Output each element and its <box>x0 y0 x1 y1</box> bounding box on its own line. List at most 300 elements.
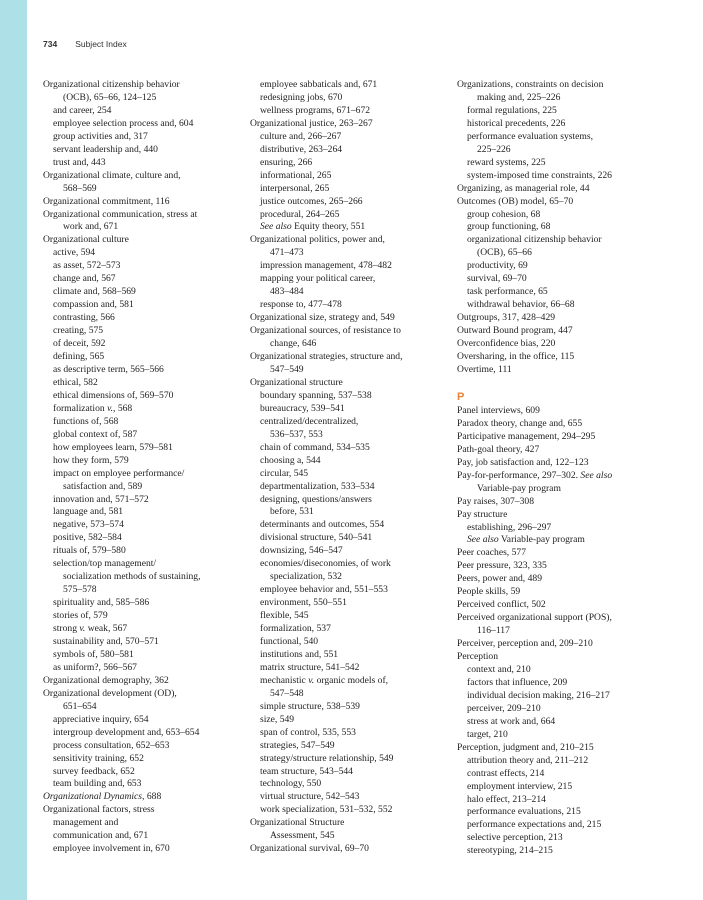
index-subentry <box>43 429 248 442</box>
entry-line: Organizational demography, 362 <box>43 674 169 686</box>
index-subentry <box>43 494 248 507</box>
entry-line: strategy/structure relationship, 549 <box>260 752 394 764</box>
entry-continuation: 547–548 <box>270 687 304 699</box>
index-entry <box>457 496 687 509</box>
index-subentry <box>43 714 248 727</box>
index-entry <box>457 612 687 638</box>
entry-line: formalization, 537 <box>260 623 331 635</box>
index-subentry <box>43 312 248 325</box>
entry-line: People skills, 59 <box>457 586 521 598</box>
index-subentry <box>43 649 248 662</box>
entry-line: simple structure, 538–539 <box>260 700 360 712</box>
entry-line: Perceived conflict, 502 <box>457 599 546 611</box>
index-entry <box>457 431 687 444</box>
entry-line: formalization v., 568 <box>53 402 133 414</box>
index-subentry <box>43 455 248 468</box>
index-subentry <box>43 157 248 170</box>
index-entry <box>250 312 455 325</box>
index-subentry <box>457 768 687 781</box>
entry-line: departmentalization, 533–534 <box>260 480 375 492</box>
entry-line: response to, 477–478 <box>260 299 342 311</box>
entry-line: Overtime, 111 <box>457 363 512 375</box>
entry-line: historical precedents, 226 <box>467 117 566 129</box>
index-subentry <box>43 778 248 791</box>
entry-line: Organizations, constraints on decision <box>457 79 604 90</box>
index-entry <box>43 209 248 235</box>
entry-continuation: 471–473 <box>270 247 304 259</box>
entry-continuation: socialization methods of sustaining, <box>63 571 201 583</box>
entry-continuation: (OCB), 65–66, 124–125 <box>63 91 157 103</box>
entry-line: positive, 582–584 <box>53 532 122 544</box>
index-subentry <box>250 468 455 481</box>
index-column-3 <box>457 79 687 858</box>
entry-line: interpersonal, 265 <box>260 182 330 194</box>
index-subentry <box>250 92 455 105</box>
entry-line: Organizational strategies, structure and, <box>250 351 403 363</box>
index-entry <box>457 351 687 364</box>
entry-line: group functioning, 68 <box>467 221 551 233</box>
page-edge-band <box>0 0 27 900</box>
entry-line: chain of command, 534–535 <box>260 441 370 453</box>
entry-line: matrix structure, 541–542 <box>260 661 360 673</box>
index-subentry <box>43 740 248 753</box>
entry-line: selection/top management/ <box>53 558 157 570</box>
entry-line: designing, questions/answers <box>260 493 372 505</box>
entry-line: performance expectations and, 215 <box>467 819 602 831</box>
index-entry <box>457 651 687 664</box>
index-subentry <box>250 221 455 234</box>
index-subentry <box>457 819 687 832</box>
index-subentry <box>43 558 248 597</box>
index-subentry <box>250 649 455 662</box>
index-subentry <box>457 534 687 547</box>
section-title: Subject Index <box>75 39 127 49</box>
index-entry <box>43 791 248 804</box>
index-subentry <box>457 273 687 286</box>
index-subentry <box>43 727 248 740</box>
entry-line: contrasting, 566 <box>53 312 115 324</box>
entry-line: survey feedback, 652 <box>53 765 135 777</box>
index-subentry <box>250 209 455 222</box>
entry-continuation: 568–569 <box>63 182 97 194</box>
entry-continuation: 651–654 <box>63 700 97 712</box>
index-subentry <box>43 610 248 623</box>
entry-line: divisional structure, 540–541 <box>260 532 373 544</box>
entry-line: active, 594 <box>53 247 96 259</box>
index-subentry <box>250 778 455 791</box>
entry-line: defining, 565 <box>53 351 105 363</box>
index-subentry <box>250 144 455 157</box>
entry-continuation: 536–537, 553 <box>270 428 323 440</box>
entry-line: functions of, 568 <box>53 415 119 427</box>
index-subentry <box>457 260 687 273</box>
entry-continuation: 225–226 <box>477 143 511 155</box>
index-subentry <box>250 494 455 520</box>
index-column-2 <box>250 79 455 856</box>
entry-line: Organizational commitment, 116 <box>43 195 170 207</box>
entry-line: team structure, 543–544 <box>260 765 353 777</box>
entry-line: how they form, 579 <box>53 454 129 466</box>
index-subentry <box>250 403 455 416</box>
index-entry <box>250 118 455 131</box>
index-subentry <box>250 662 455 675</box>
entry-line: ethical, 582 <box>53 376 98 388</box>
entry-line: Organizational Dynamics, 688 <box>43 791 162 803</box>
index-entry <box>457 338 687 351</box>
entry-continuation: change, 646 <box>270 338 317 350</box>
index-subentry <box>43 273 248 286</box>
entry-line: sensitivity training, 652 <box>53 752 144 764</box>
index-subentry <box>250 183 455 196</box>
index-entry <box>43 804 248 817</box>
index-subentry <box>250 519 455 532</box>
entry-line: flexible, 545 <box>260 610 309 622</box>
index-entry <box>457 599 687 612</box>
index-subentry <box>457 131 687 157</box>
entry-line: strategies, 547–549 <box>260 739 335 751</box>
entry-line: creating, 575 <box>53 325 104 337</box>
entry-line: Path-goal theory, 427 <box>457 443 540 455</box>
entry-line: Organizational structure <box>250 376 343 388</box>
entry-line: procedural, 264–265 <box>260 208 340 220</box>
entry-line: attribution theory and, 211–212 <box>467 754 589 766</box>
index-subentry <box>43 442 248 455</box>
entry-line: establishing, 296–297 <box>467 521 552 533</box>
index-entry <box>457 509 687 522</box>
index-entry <box>250 351 455 377</box>
entry-line: Participative management, 294–295 <box>457 430 596 442</box>
index-subentry <box>43 325 248 338</box>
entry-line: performance evaluation systems, <box>467 130 594 142</box>
entry-line: justice outcomes, 265–266 <box>260 195 363 207</box>
index-subentry <box>457 157 687 170</box>
index-subentry <box>457 845 687 858</box>
entry-line: perceiver, 209–210 <box>467 702 541 714</box>
entry-line: innovation and, 571–572 <box>53 493 149 505</box>
entry-line: distributive, 263–264 <box>260 143 343 155</box>
entry-continuation: 575–578 <box>63 584 97 596</box>
entry-line: Organizational size, strategy and, 549 <box>250 312 395 324</box>
entry-line: Organizational Structure <box>250 817 345 829</box>
entry-line: stress at work and, 664 <box>467 715 556 727</box>
index-entry <box>457 457 687 470</box>
index-subentry <box>250 442 455 455</box>
entry-line: work specialization, 531–532, 552 <box>260 804 393 816</box>
index-entry <box>457 470 687 496</box>
entry-line: employee sabbaticals and, 671 <box>260 79 378 90</box>
index-entry <box>457 312 687 325</box>
entry-line: strong v. weak, 567 <box>53 623 128 635</box>
entry-line: Organizational factors, stress <box>43 804 155 816</box>
index-entry <box>457 405 687 418</box>
entry-line: Organizational survival, 69–70 <box>250 843 369 855</box>
index-subentry <box>457 806 687 819</box>
entry-line: sustainability and, 570–571 <box>53 635 159 647</box>
entry-line: compassion and, 581 <box>53 299 134 311</box>
index-subentry <box>457 299 687 312</box>
entry-line: Organizational sources, of resistance to <box>250 325 401 337</box>
entry-line: survival, 69–70 <box>467 273 527 285</box>
index-subentry <box>457 690 687 703</box>
entry-continuation: 547–549 <box>270 363 304 375</box>
index-entry <box>457 418 687 431</box>
entry-line: employee behavior and, 551–553 <box>260 584 388 596</box>
index-subentry <box>457 832 687 845</box>
index-entry <box>43 234 248 247</box>
entry-line: Peer pressure, 323, 335 <box>457 560 547 572</box>
entry-line: Peer coaches, 577 <box>457 547 526 559</box>
index-column-1 <box>43 79 248 856</box>
entry-line: appreciative inquiry, 654 <box>53 713 149 725</box>
index-entry <box>43 675 248 688</box>
entry-line: See also Equity theory, 551 <box>260 221 366 233</box>
index-subentry <box>43 118 248 131</box>
index-subentry <box>250 260 455 273</box>
index-subentry <box>250 170 455 183</box>
index-subentry <box>457 716 687 729</box>
entry-line: Organizational development (OD), <box>43 687 177 699</box>
entry-line: process consultation, 652–653 <box>53 739 170 751</box>
index-entry <box>457 325 687 338</box>
running-head <box>43 39 127 49</box>
index-subentry <box>43 623 248 636</box>
index-subentry <box>457 209 687 222</box>
index-subentry <box>250 701 455 714</box>
index-entry <box>457 79 687 105</box>
index-subentry <box>43 766 248 779</box>
index-entry <box>457 196 687 209</box>
entry-line: Outcomes (OB) model, 65–70 <box>457 195 574 207</box>
index-subentry <box>43 299 248 312</box>
entry-line: mechanistic v. organic models of, <box>260 674 389 686</box>
entry-line: as asset, 572–573 <box>53 260 121 272</box>
index-subentry <box>250 584 455 597</box>
entry-line: Organizational culture <box>43 234 129 246</box>
entry-line: employee selection process and, 604 <box>53 117 194 129</box>
entry-line: Outward Bound program, 447 <box>457 325 573 337</box>
index-subentry <box>43 351 248 364</box>
entry-line: downsizing, 546–547 <box>260 545 343 557</box>
entry-line: negative, 573–574 <box>53 519 124 531</box>
entry-continuation: 116–117 <box>477 625 510 637</box>
entry-line: stories of, 579 <box>53 610 108 622</box>
index-subentry <box>250 416 455 442</box>
index-subentry <box>250 196 455 209</box>
index-subentry <box>250 390 455 403</box>
index-subentry <box>43 131 248 144</box>
entry-line: productivity, 69 <box>467 260 528 272</box>
index-subentry <box>43 403 248 416</box>
index-subentry <box>457 170 687 183</box>
index-entry <box>457 364 687 377</box>
entry-line: factors that influence, 209 <box>467 676 568 688</box>
entry-line: as uniform?, 566–567 <box>53 661 137 673</box>
entry-line: size, 549 <box>260 713 295 725</box>
index-entry <box>457 573 687 586</box>
entry-continuation: work and, 671 <box>63 221 119 233</box>
entry-line: Organizational politics, power and, <box>250 234 385 246</box>
entry-line: wellness programs, 671–672 <box>260 104 371 116</box>
index-entry <box>250 234 455 260</box>
entry-line: and career, 254 <box>53 104 112 116</box>
index-subentry <box>250 610 455 623</box>
entry-line: team building and, 653 <box>53 778 142 790</box>
entry-continuation: satisfaction and, 589 <box>63 480 143 492</box>
index-subentry <box>43 416 248 429</box>
entry-line: individual decision making, 216–217 <box>467 689 610 701</box>
entry-line: bureaucracy, 539–541 <box>260 402 345 414</box>
entry-line: context and, 210 <box>467 663 531 675</box>
index-subentry <box>43 247 248 260</box>
index-subentry <box>43 545 248 558</box>
index-subentry <box>43 377 248 390</box>
entry-line: task performance, 65 <box>467 286 548 298</box>
entry-line: Organizational climate, culture and, <box>43 169 181 181</box>
entry-line: Pay raises, 307–308 <box>457 495 535 507</box>
index-subentry <box>43 830 248 843</box>
entry-line: contrast effects, 214 <box>467 767 545 779</box>
entry-line: Overconfidence bias, 220 <box>457 338 556 350</box>
entry-line: stereotyping, 214–215 <box>467 845 553 857</box>
entry-line: withdrawal behavior, 66–68 <box>467 299 575 311</box>
index-entry <box>43 170 248 196</box>
index-subentry <box>250 597 455 610</box>
entry-line: Perceiver, perception and, 209–210 <box>457 638 593 650</box>
index-entry <box>457 547 687 560</box>
index-subentry <box>457 522 687 535</box>
entry-line: span of control, 535, 553 <box>260 726 356 738</box>
entry-line: formal regulations, 225 <box>467 104 557 116</box>
index-entry <box>457 742 687 755</box>
index-subentry <box>250 481 455 494</box>
index-subentry <box>250 131 455 144</box>
index-subentry <box>250 455 455 468</box>
entry-line: employment interview, 215 <box>467 780 573 792</box>
entry-line: ensuring, 266 <box>260 156 313 168</box>
page-number: 734 <box>43 39 58 49</box>
index-subentry <box>457 664 687 677</box>
entry-line: Pay-for-performance, 297–302. See also <box>457 469 613 481</box>
index-subentry <box>250 636 455 649</box>
entry-line: Peers, power and, 489 <box>457 573 542 585</box>
index-entry <box>43 688 248 714</box>
entry-line: reward systems, 225 <box>467 156 546 168</box>
entry-continuation: Variable-pay program <box>477 482 561 494</box>
index-entry <box>457 586 687 599</box>
index-subentry <box>43 753 248 766</box>
section-letter: P <box>457 390 465 403</box>
index-subentry <box>457 118 687 131</box>
entry-line: management and <box>53 817 119 829</box>
index-subentry <box>43 390 248 403</box>
entry-line: virtual structure, 542–543 <box>260 791 360 803</box>
index-entry <box>43 79 248 105</box>
entry-line: global context of, 587 <box>53 428 138 440</box>
index-subentry <box>43 260 248 273</box>
entry-line: system-imposed time constraints, 226 <box>467 169 612 181</box>
index-entry <box>457 183 687 196</box>
index-subentry <box>250 623 455 636</box>
entry-line: institutions and, 551 <box>260 648 339 660</box>
entry-line: Organizational communication, stress at <box>43 208 198 220</box>
entry-line: ethical dimensions of, 569–570 <box>53 389 174 401</box>
index-subentry <box>250 714 455 727</box>
index-subentry <box>250 791 455 804</box>
entry-continuation: 483–484 <box>270 286 304 298</box>
entry-line: as descriptive term, 565–566 <box>53 363 164 375</box>
index-subentry <box>43 144 248 157</box>
index-entry <box>457 444 687 457</box>
entry-line: impact on employee performance/ <box>53 467 185 479</box>
entry-line: Organizational citizenship behavior <box>43 79 180 90</box>
index-subentry <box>457 781 687 794</box>
index-subentry <box>457 105 687 118</box>
entry-line: how employees learn, 579–581 <box>53 441 173 453</box>
index-entry <box>250 843 455 856</box>
index-subentry <box>250 157 455 170</box>
entry-line: informational, 265 <box>260 169 332 181</box>
entry-continuation: Assessment, 545 <box>270 830 335 842</box>
index-entry <box>250 325 455 351</box>
index-subentry <box>43 662 248 675</box>
entry-line: Pay, job satisfaction and, 122–123 <box>457 456 589 468</box>
entry-line: circular, 545 <box>260 467 309 479</box>
index-subentry <box>457 234 687 260</box>
index-subentry <box>457 221 687 234</box>
entry-continuation: before, 531 <box>270 506 314 518</box>
entry-line: intergroup development and, 653–654 <box>53 726 200 738</box>
index-entry <box>43 196 248 209</box>
index-subentry <box>43 338 248 351</box>
entry-continuation: (OCB), 65–66 <box>477 247 532 259</box>
index-subentry <box>457 677 687 690</box>
index-subentry <box>250 545 455 558</box>
index-subentry <box>43 597 248 610</box>
index-subentry <box>250 558 455 584</box>
entry-line: Perceived organizational support (POS), <box>457 612 612 624</box>
entry-line: rituals of, 579–580 <box>53 545 126 557</box>
entry-line: mapping your political career, <box>260 273 376 285</box>
entry-line: target, 210 <box>467 728 508 740</box>
entry-line: of deceit, 592 <box>53 338 106 350</box>
index-subentry <box>250 766 455 779</box>
entry-line: climate and, 568–569 <box>53 286 136 298</box>
entry-line: culture and, 266–267 <box>260 130 342 142</box>
index-subentry <box>250 273 455 299</box>
index-subentry <box>457 703 687 716</box>
entry-line: communication and, 671 <box>53 830 149 842</box>
entry-line: determinants and outcomes, 554 <box>260 519 385 531</box>
entry-line: spirituality and, 585–586 <box>53 597 150 609</box>
index-subentry <box>250 105 455 118</box>
index-entry <box>457 638 687 651</box>
index-subentry <box>43 468 248 494</box>
index-entry <box>457 560 687 573</box>
index-entry <box>250 377 455 390</box>
entry-line: halo effect, 213–214 <box>467 793 546 805</box>
entry-line: See also Variable-pay program <box>467 534 585 546</box>
entry-line: group cohesion, 68 <box>467 208 541 220</box>
entry-line: organizational citizenship behavior <box>467 234 602 246</box>
entry-line: group activities and, 317 <box>53 130 148 142</box>
index-subentry <box>250 675 455 701</box>
entry-line: Outgroups, 317, 428–429 <box>457 312 556 324</box>
index-subentry <box>250 753 455 766</box>
index-subentry <box>457 755 687 768</box>
entry-line: centralized/decentralized, <box>260 415 359 427</box>
index-subentry <box>43 519 248 532</box>
entry-line: Perception, judgment and, 210–215 <box>457 741 594 753</box>
